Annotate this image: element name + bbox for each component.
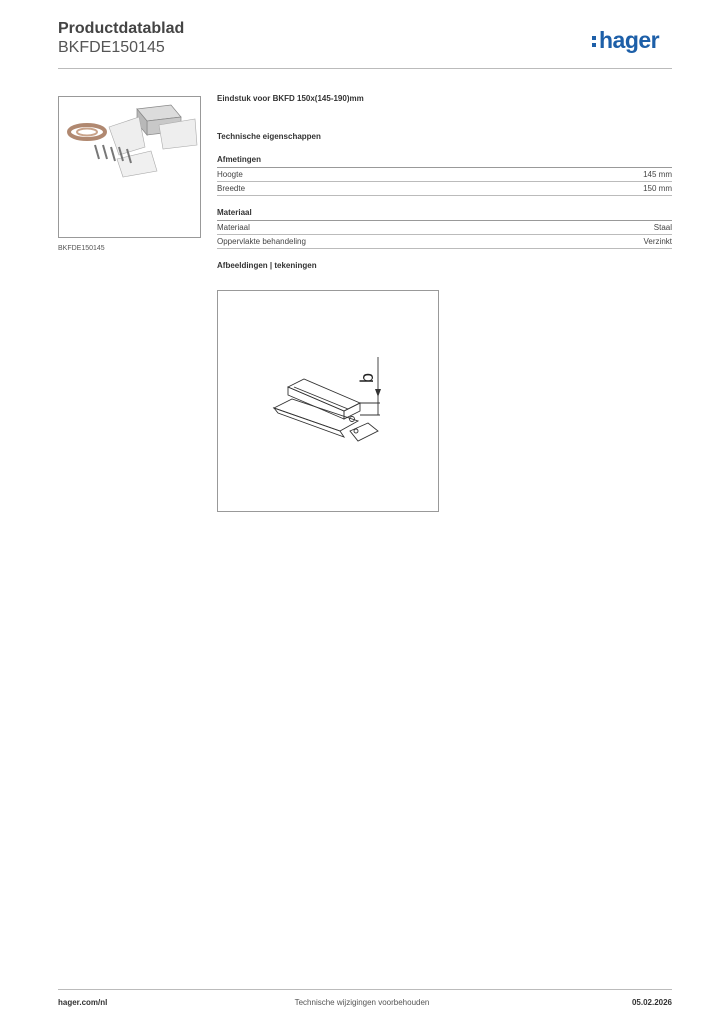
product-title: Eindstuk voor BKFD 150x(145-190)mm bbox=[217, 94, 364, 103]
drawings-heading: Afbeeldingen | tekeningen bbox=[217, 261, 317, 270]
footer-website-link[interactable]: hager.com/nl bbox=[58, 998, 108, 1007]
spec-label: Materiaal bbox=[217, 223, 250, 232]
spec-label: Breedte bbox=[217, 184, 246, 193]
spec-value: Staal bbox=[653, 223, 672, 232]
header-divider bbox=[58, 68, 672, 69]
spec-group bbox=[217, 208, 672, 249]
technical-drawing bbox=[217, 290, 439, 512]
footer-divider bbox=[58, 989, 672, 990]
spec-row bbox=[217, 182, 672, 196]
doc-title: Productdatablad bbox=[58, 20, 185, 37]
footer-disclaimer: Technische wijzigingen voorbehouden bbox=[294, 998, 430, 1007]
spec-value: Verzinkt bbox=[643, 237, 672, 246]
footer-date: 05.02.2026 bbox=[631, 998, 672, 1007]
spec-label: Oppervlakte behandeling bbox=[217, 237, 306, 246]
spec-row bbox=[217, 235, 672, 249]
spec-row bbox=[217, 168, 672, 182]
logo-dots-icon bbox=[592, 33, 597, 50]
spec-group bbox=[217, 155, 672, 196]
doc-subtitle: BKFDE150145 bbox=[58, 39, 165, 56]
specs-heading: Technische eigenschappen bbox=[217, 132, 321, 141]
product-image-caption: BKFDE150145 bbox=[58, 245, 105, 252]
logo-text: hager bbox=[599, 27, 660, 53]
spec-value: 145 mm bbox=[643, 170, 672, 179]
product-image bbox=[58, 96, 201, 238]
product-photo-icon bbox=[59, 97, 200, 237]
spec-group-heading: Afmetingen bbox=[217, 155, 672, 168]
content-area bbox=[217, 94, 672, 270]
hager-logo[interactable] bbox=[592, 27, 659, 54]
dimension-label: b bbox=[357, 372, 377, 383]
spec-row bbox=[217, 221, 672, 235]
spec-group-heading: Materiaal bbox=[217, 208, 672, 221]
spec-label: Hoogte bbox=[217, 170, 243, 179]
spec-value: 150 mm bbox=[643, 184, 672, 193]
end-piece-drawing-icon bbox=[218, 291, 438, 511]
